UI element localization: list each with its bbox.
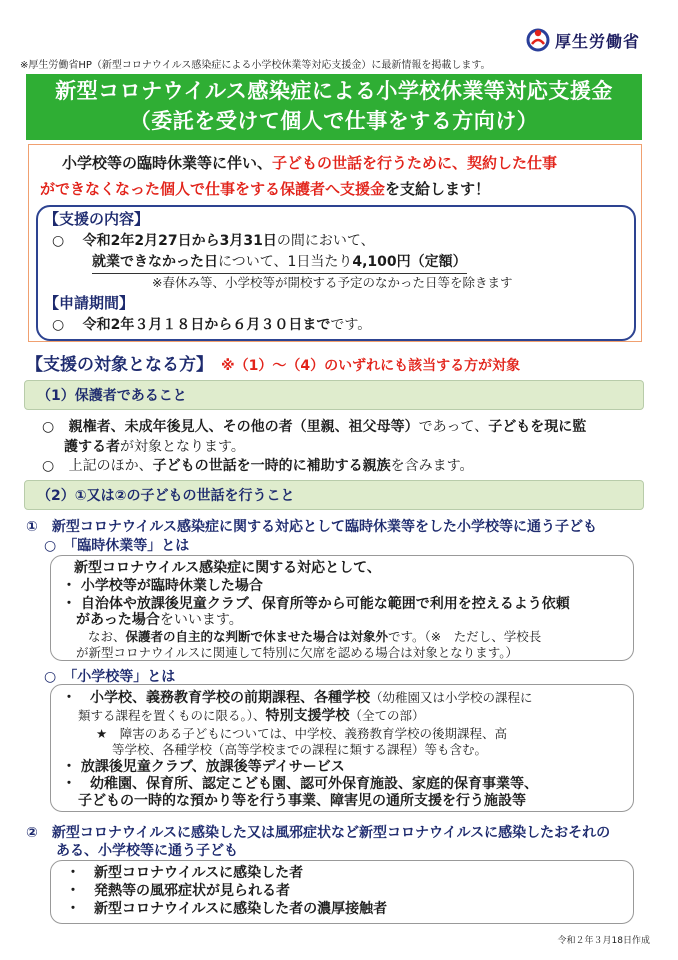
section-1-text-bold: 子どもを現に監 xyxy=(488,419,587,435)
intro-highlight: 子どもの世話を行うために、契約した仕事 xyxy=(272,154,558,172)
infection-list xyxy=(66,862,387,920)
intro-text xyxy=(40,150,640,202)
part-2-heading-line-2: ある、小学校等に通う子ども xyxy=(56,843,238,859)
section-1-text-bold: 親権者、未成年後見人、その他の者（里親、祖父母等） xyxy=(68,419,419,435)
part-1-sub-2: ○ 「小学校等」とは xyxy=(44,669,176,685)
section-1-text-bold: 護する者 xyxy=(64,439,120,455)
support-note: ※春休み等、小学校等が開校する予定のなかった日等を除きます xyxy=(152,275,513,290)
period-dates: 令和2年３月１８日から６月３０日まで xyxy=(82,317,331,333)
section-1-line-1: ○ 親権者、未成年後見人、その他の者（里親、祖父母等）であって、子どもを現に監 xyxy=(42,419,587,435)
support-heading: 【支援の内容】 xyxy=(44,210,150,228)
part-1-heading: ① 新型コロナウイルス感染症に関する対応として臨時休業等をした小学校等に通う子ども xyxy=(26,519,598,535)
box-2-text: （全ての部） xyxy=(349,708,425,723)
box-2-text: （幼稚園又は小学校の課程に xyxy=(370,690,533,705)
list-item-text: 新型コロナウイルスに感染した者 xyxy=(94,865,304,881)
support-dates: 令和2年2月27日から3月31日 xyxy=(82,233,277,249)
box-2-line-4: 等学校、各種学校（高等学校までの課程に類する課程）等も含む。 xyxy=(112,742,488,757)
support-line-1 xyxy=(52,230,375,252)
period-text: です。 xyxy=(330,317,372,333)
section-1-text: 上記のほか、 xyxy=(68,458,153,474)
bullet-icon: ○ xyxy=(52,317,65,333)
box-1-text: なお、 xyxy=(88,629,126,644)
title-line-1: 新型コロナウイルス感染症による小学校休業等対応支援金 xyxy=(55,79,613,103)
application-period-heading: 【申請期間】 xyxy=(44,294,135,312)
intro-highlight: ができなくなった個人で仕事をする保護者へ支援金 xyxy=(40,180,386,198)
list-item: ・ 発熱等の風邪症状が見られる者 xyxy=(66,883,290,899)
box-1-line-6: が新型コロナウイルスに関連して特別に欠席を認める場合は対象となります。） xyxy=(76,645,519,660)
section-1-text: が対象となります。 xyxy=(120,439,245,455)
section-2-bar: （2）①又は②の子どもの世話を行うこと xyxy=(24,480,644,510)
title-banner xyxy=(26,74,642,140)
ministry-logo xyxy=(526,28,640,52)
targets-note: ※（1）～（4）のいずれにも該当する方が対象 xyxy=(221,358,521,374)
section-1-text-bold: 子どもの世話を一時的に補助する親族 xyxy=(152,458,391,474)
part-2-heading-line-1: ② 新型コロナウイルスに感染した又は風邪症状など新型コロナウイルスに感染したおそれの xyxy=(26,825,611,841)
targets-heading-text: 【支援の対象となる方】 xyxy=(26,355,213,375)
support-text-bold: 就業できなかった日 xyxy=(92,254,218,270)
box-2-text-bold: 特別支援学校 xyxy=(265,708,350,724)
box-1-text: です。（※ ただし、学校長 xyxy=(388,629,542,644)
box-2-line-5: ・ 放課後児童クラブ、放課後等デイサービス xyxy=(62,759,345,775)
box-2-text: 類する課程を置くものに限る。）、 xyxy=(78,708,266,723)
box-2-line-7: 子どもの一時的な預かり等を行う事業、障害児の通所支援を行う施設等 xyxy=(78,793,526,809)
application-period xyxy=(52,314,371,336)
intro-text-part: 小学校等の臨時休業等に伴い、 xyxy=(62,154,273,172)
box-1-line-2: ・ 小学校等が臨時休業した場合 xyxy=(62,578,263,594)
targets-heading xyxy=(26,350,520,375)
box-1-text-bold: 保護者の自主的な判断で休ませた場合は対象外 xyxy=(125,629,389,644)
box-1-text: をいいます。 xyxy=(159,612,243,628)
support-text: の間において、 xyxy=(276,233,375,249)
part-1-sub-1: ○ 「臨時休業等」とは xyxy=(44,538,190,554)
box-2-line-6: ・ 幼稚園、保育所、認定こども園、認可外保育施設、家庭的保育事業等、 xyxy=(62,776,538,792)
section-1-text: であって、 xyxy=(418,419,489,435)
section-1-bar: （1）保護者であること xyxy=(24,380,644,410)
title-line-2: （委託を受けて個人で仕事をする方向け） xyxy=(129,109,539,133)
list-item-text: 発熱等の風邪症状が見られる者 xyxy=(94,883,290,899)
ministry-name: 厚生労働省 xyxy=(554,31,640,51)
bullet-icon: ○ xyxy=(52,233,65,249)
box-1-text-bold: あった場合 xyxy=(90,612,160,628)
support-line-2 xyxy=(92,251,467,274)
list-item-text: 新型コロナウイルスに感染した者の濃厚接触者 xyxy=(94,901,388,917)
list-item: ・ 新型コロナウイルスに感染した者の濃厚接触者 xyxy=(66,901,388,917)
support-amount: 4,100円（定額） xyxy=(352,254,467,270)
box-1-text-bold: が xyxy=(76,612,90,628)
created-date: 令和２年３月18日作成 xyxy=(557,936,650,946)
top-note: ※厚生労働省HP（新型コロナウイルス感染症による小学校休業等対応支援金）に最新情報を掲載します。 xyxy=(20,60,491,71)
box-2-text-bold: ・ 小学校、義務教育学校の前期課程、各種学校 xyxy=(62,690,370,706)
box-1-line-1: 新型コロナウイルス感染症に関する対応として、 xyxy=(74,560,381,576)
section-1-line-3: ○ 上記のほか、子どもの世話を一時的に補助する親族を含みます。 xyxy=(42,458,474,474)
ministry-emblem-icon xyxy=(526,28,550,52)
intro-text-part: を支給します！ xyxy=(385,180,491,198)
support-text: について、1日当たり xyxy=(218,254,353,270)
section-1-text: を含みます。 xyxy=(390,458,474,474)
box-2-line-3: ★ 障害のある子どもについては、中学校、義務教育学校の後期課程、高 xyxy=(96,726,507,741)
box-1-line-3: ・ 自治体や放課後児童クラブ、保育所等から可能な範囲で利用を控えるよう依頼 xyxy=(62,596,570,612)
list-item: ・ 新型コロナウイルスに感染した者 xyxy=(66,865,304,881)
